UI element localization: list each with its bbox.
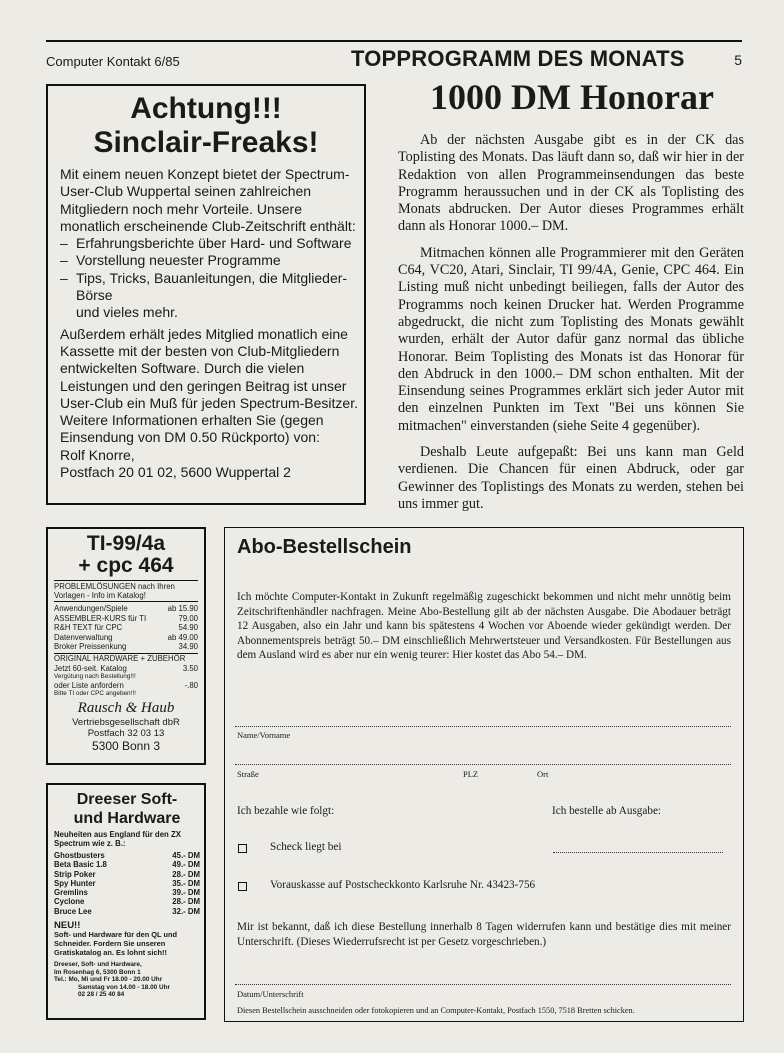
cheque-checkbox[interactable] bbox=[238, 844, 247, 853]
ti-hardware-section bbox=[54, 653, 198, 698]
street-label: Straße bbox=[237, 769, 259, 779]
sinclair-ad-body bbox=[60, 166, 360, 481]
hardware-heading: ORIGINAL HARDWARE + ZUBEHÖR bbox=[54, 653, 186, 663]
dreeser-new-text: Soft- und Hardware für den QL und Schneider. Fordern Sie unseren Gratiskatalog an. Es lohnt sich!! bbox=[54, 930, 178, 957]
ti-company-info bbox=[54, 700, 198, 753]
cheque-option-label: Scheck liegt bei bbox=[270, 841, 342, 853]
article-body bbox=[398, 132, 744, 522]
date-signature-label: Datum/Unterschrift bbox=[237, 989, 304, 999]
list-item: – Erfahrungsberichte über Hard- und Software bbox=[60, 235, 352, 252]
contact-address: Postfach 20 01 02, 5600 Wuppertal 2 bbox=[60, 464, 291, 481]
consent-text: Mir ist bekannt, daß ich diese Bestellung innerhalb 8 Tagen widerrufen kann und bestätige dies mit meiner Unterschrift. (Dieses Wiederrufsrecht ist per Gesetz vorgeschrieben.) bbox=[237, 921, 731, 948]
price-row: Anwendungen/Spiele ab 15.90 bbox=[54, 604, 198, 613]
article-paragraph: Ab der nächsten Ausgabe gibt es in der CK das Toplisting des Monats. Das läuft dann so, daß wir hier in der Redaktion von allen Programmeinsendungen das beste Programm heraussuchen und in der CK als Toplisting des Monats abdrucken. Der Autor dieses Programmes erhält dann als Honorar 1000.– DM. bbox=[398, 132, 744, 235]
price-row: Broker Preissenkung 34.90 bbox=[54, 642, 198, 652]
zip-label: PLZ bbox=[463, 769, 479, 779]
subscription-form bbox=[224, 527, 744, 1022]
city-label: Ort bbox=[537, 769, 549, 779]
date-signature-field[interactable] bbox=[235, 984, 731, 985]
company-postbox: Postfach 32 03 13 bbox=[87, 727, 165, 739]
dreeser-ad bbox=[46, 783, 206, 1020]
page-number: 5 bbox=[734, 52, 742, 68]
dreeser-game-list bbox=[54, 851, 200, 916]
prepay-checkbox[interactable] bbox=[238, 882, 247, 891]
sinclair-ad-intro: Mit einem neuen Konzept bietet der Spectrum-User-Club Wuppertal seinen zahlreichen Mitgliedern noch mehr Vorteile. Unsere monatlich erscheinende Club-Zeitschrift enthält: bbox=[60, 166, 356, 234]
prepay-option-label: Vorauskasse auf Postscheckkonto Karlsruhe Nr. 43423-756 bbox=[270, 879, 536, 891]
price-row: Datenverwaltung ab 49.00 bbox=[54, 632, 198, 642]
sinclair-ad-title-2: Sinclair-Freaks! bbox=[93, 126, 319, 159]
company-city: 5300 Bonn 3 bbox=[91, 738, 161, 753]
order-start-label: Ich bestelle ab Ausgabe: bbox=[552, 805, 662, 817]
section-title: TOPPROGRAMM DES MONATS bbox=[351, 46, 685, 71]
game-row: Gremlins 39.- DM bbox=[54, 888, 200, 898]
article-paragraph: Mitmachen können alle Programmierer mit den Geräten C64, VC20, Atari, Sinclair, TI 99/4A, Genie, CPC 464. Ein Listing muß nicht unbedingt beiliegen, falls der Autor des Programms noch keinen Drucker hat. Werden Programme abgedruckt, die nicht zum Toplisting des Monats gewählt wurden, erhält der Autor dafür ganz normal das übliche Honorar. Beim Toplisting des Monats ist das Honorar für den Abdruck in den 1000.– DM schon enthalten. Mit der Einsendung seines Programmes erklärt sich jeder Autor mit den einzelnen Punkten im Text "Bei uns können Sie mitmachen" einverstanden (siehe Seite 4 gegenüber). bbox=[398, 244, 744, 434]
game-row: Bruce Lee 32.- DM bbox=[54, 906, 200, 916]
dreeser-ad-subtitle: Neuheiten aus England für den ZX Spectrum wie z. B.: bbox=[54, 830, 181, 848]
ti-ad-title-2: + cpc 464 bbox=[78, 554, 174, 577]
name-field[interactable] bbox=[235, 726, 731, 727]
address-field[interactable] bbox=[235, 764, 731, 765]
sinclair-ad-list bbox=[60, 235, 360, 304]
company-type: Vertriebsgesellschaft dbR bbox=[72, 716, 180, 728]
game-row: Ghostbusters 45.- DM bbox=[54, 851, 200, 860]
dreeser-ad-title-2: und Hardware bbox=[73, 810, 181, 827]
article-paragraph: Deshalb Leute aufgepaßt: Bei uns kann man Geld verdienen. Die Chancen für einen Abdruck, oder gar Gewinner des Toplistings des Monats zu werden, stehen bei uns immer gut. bbox=[398, 444, 744, 512]
catalog-note: Vergütung nach Bestellung!!! bbox=[54, 673, 136, 681]
list-item: – Tips, Tricks, Bauanleitungen, die Mitglieder-Börse bbox=[60, 269, 348, 304]
price-row: oder Liste anfordern -.80 bbox=[54, 680, 198, 690]
form-footer: Diesen Bestellschein ausschneiden oder fotokopieren und an Computer-Kontakt, Postfach 1550, 7518 Bretten schicken. bbox=[237, 1006, 635, 1015]
sinclair-ad-title-1: Achtung!!! bbox=[130, 92, 282, 125]
price-row: R&H TEXT für CPC 54.90 bbox=[54, 623, 198, 633]
page-header bbox=[46, 40, 742, 72]
list-note: Bitte TI oder CPC angeben!!! bbox=[54, 690, 136, 698]
dreeser-address: Dreeser, Soft- und Hardware, Im Rosenhag 6, 5300 Bonn 1 Tel.: Mo, Mi und Fr 18.00 - 20.00 Uhr Samstag von 14.00 - 18.00 Uhr 02 28 / 25 40 84 bbox=[54, 961, 170, 999]
list-item: – Vorstellung neuester Programme bbox=[60, 252, 281, 269]
company-name: Rausch & Haub bbox=[77, 699, 175, 716]
sinclair-ad-description: Außerdem erhält jedes Mitglied monatlich eine Kassette mit der besten von Club-Mitgliedern entwickelten Software. Durch die vielen Leistungen und den geringen Beitrag ist unser User-Club ein Muß für jeden Spectrum-Besitzer. Weitere Informationen erhalten Sie (gegen Einsendung von DM 0.50 Rückporto) von: bbox=[60, 325, 358, 446]
subscription-intro: Ich möchte Computer-Kontakt in Zukunft regelmäßig zugeschickt bekommen und nicht mehr unnötig beim Zeitschriftenhändler nachfragen. Meine Abo-Bestellung gilt ab der nächsten Ausgabe. Die Abodauer beträgt 12 Ausgaben, also ein Jahr und kann bis spätestens 4 Wochen vor Aboende wieder gekündigt werden. Der Abonnementspreis beträgt 50.– DM einschließlich Mehrwertsteuer und Versandkosten. Für Bestellungen aus dem Ausland wird es aber nur ein wenig teurer: Hier kostet das Abo 54.– DM. bbox=[237, 591, 731, 661]
sinclair-ad-list-tail: und vieles mehr. bbox=[76, 304, 178, 321]
game-row: Strip Poker 28.- DM bbox=[54, 869, 200, 879]
dreeser-new-heading: NEU!! bbox=[54, 920, 81, 932]
sinclair-ad bbox=[46, 84, 366, 505]
issue-field[interactable] bbox=[553, 852, 723, 853]
article-title: 1000 DM Honorar bbox=[430, 77, 714, 117]
dreeser-ad-title-1: Dreeser Soft- bbox=[76, 791, 178, 808]
magazine-issue: Computer Kontakt 6/85 bbox=[46, 54, 180, 69]
name-label: Name/Vorname bbox=[237, 730, 291, 740]
game-row: Beta Basic 1.8 49.- DM bbox=[54, 860, 200, 870]
payment-label: Ich bezahle wie folgt: bbox=[237, 805, 335, 817]
ti-cpc-ad bbox=[46, 527, 206, 765]
contact-name: Rolf Knorre, bbox=[60, 446, 135, 463]
ti-ad-title-1: TI-99/4a bbox=[86, 532, 166, 555]
game-row: Spy Hunter 35.- DM bbox=[54, 878, 200, 888]
price-row: ASSEMBLER-KURS für TI 79.00 bbox=[54, 613, 198, 623]
price-row: Jetzt 60-seit. Katalog 3.50 bbox=[54, 663, 198, 673]
ti-ad-intro: PROBLEMLÖSUNGEN nach Ihren Vorlagen - Info im Katalog! bbox=[54, 580, 198, 602]
ti-price-list bbox=[54, 604, 198, 652]
subscription-form-title: Abo-Bestellschein bbox=[237, 536, 412, 558]
game-row: Cyclone 28.- DM bbox=[54, 897, 200, 907]
